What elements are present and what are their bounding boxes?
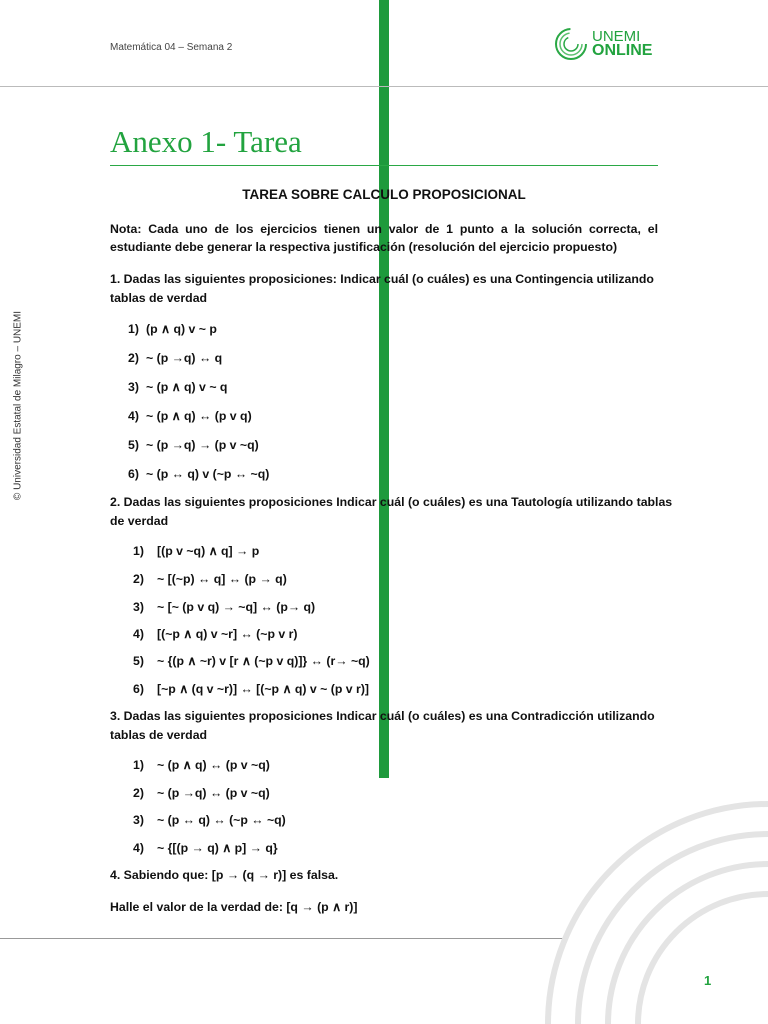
item-number: 1)	[128, 322, 139, 336]
nota-line: estudiante debe generar la respectiva justificación (resolución del ejercicio propuesto)	[110, 240, 618, 254]
item-number: 4)	[128, 409, 139, 423]
header-divider	[0, 86, 768, 87]
expression-item	[133, 653, 370, 669]
item-expression: ~ (p ∧ q) ↔ (p v q)	[146, 409, 252, 423]
section-heading: TAREA SOBRE CALCULO PROPOSICIONAL	[242, 187, 526, 202]
item-expression: ~ (p →q) ↔ q	[146, 351, 223, 365]
expression-item	[133, 626, 298, 642]
footer-divider	[0, 938, 568, 939]
item-number: 3)	[128, 380, 139, 394]
item-expression: [~p ∧ (q v ~r)] ↔ [(~p ∧ q) v ~ (p v r)]	[157, 682, 370, 696]
expression-item	[128, 466, 269, 482]
question-3-text: 3. Dadas las siguientes proposiciones Indicar cuál (o cuáles) es una Contradicción utilizando	[110, 709, 655, 723]
item-expression: ~ [(~p) ↔ q] ↔ (p → q)	[157, 572, 287, 586]
item-expression: ~ (p →q) → (p v ~q)	[146, 438, 259, 452]
page-number: 1	[704, 973, 712, 988]
item-number: 2)	[133, 786, 144, 800]
expression-item	[133, 571, 287, 587]
logo-swirl-icon	[553, 26, 589, 62]
side-copyright: © Universidad Estatal de Milagro – UNEMI	[12, 310, 24, 501]
question-3-text: tablas de verdad	[110, 728, 208, 742]
item-expression: ~ (p ∧ q) ↔ (p v ~q)	[157, 758, 270, 772]
item-expression: ~ [~ (p v q) → ~q] ↔ (p→ q)	[157, 600, 316, 614]
question-4-text: 4. Sabiendo que: [p → (q → r)] es falsa.	[110, 868, 339, 882]
item-number: 4)	[133, 627, 144, 641]
expression-item	[133, 757, 270, 773]
expression-item	[128, 379, 227, 395]
item-number: 1)	[133, 758, 144, 772]
item-expression: ~ {[(p → q) ∧ p] → q}	[157, 841, 278, 855]
question-4-halle: Halle el valor de la verdad de: [q → (p ∧ r)]	[110, 900, 358, 914]
question-1-text: tablas de verdad	[110, 291, 208, 305]
title-underline	[110, 165, 658, 166]
item-number: 2)	[128, 351, 139, 365]
item-expression: ~ {(p ∧ ~r) v [r ∧ (~p v q)]} ↔ (r→ ~q)	[157, 654, 370, 668]
page-title: Anexo 1- Tarea	[110, 124, 302, 159]
decorative-arcs	[500, 800, 768, 1024]
item-number: 6)	[128, 467, 139, 481]
item-number: 2)	[133, 572, 144, 586]
logo-text-online: ONLINE	[592, 42, 653, 59]
item-expression: ~ (p →q) ↔ (p v ~q)	[157, 786, 270, 800]
item-expression: [(p v ~q) ∧ q] → p	[157, 544, 260, 558]
item-expression: [(~p ∧ q) v ~r] ↔ (~p v r)	[157, 627, 298, 641]
item-number: 1)	[133, 544, 144, 558]
unemi-logo	[553, 26, 652, 62]
question-2-text: de verdad	[110, 514, 169, 528]
expression-item	[133, 599, 315, 615]
green-vertical-bar	[379, 0, 389, 778]
item-expression: ~ (p ↔ q) v (~p ↔ ~q)	[146, 467, 270, 481]
expression-item	[128, 408, 252, 424]
item-number: 3)	[133, 600, 144, 614]
expression-item	[133, 840, 278, 856]
expression-item	[128, 321, 217, 337]
item-expression: (p ∧ q) v ~ p	[146, 322, 217, 336]
question-2-text: 2. Dadas las siguientes proposiciones Indicar cuál (o cuáles) es una Tautología utilizando tablas	[110, 495, 673, 509]
item-expression: ~ (p ∧ q) v ~ q	[146, 380, 228, 394]
course-header: Matemática 04 – Semana 2	[110, 42, 233, 53]
expression-item	[128, 350, 222, 366]
item-number: 3)	[133, 813, 144, 827]
expression-item	[133, 543, 259, 559]
item-number: 6)	[133, 682, 144, 696]
expression-item	[133, 681, 369, 697]
expression-item	[128, 437, 259, 453]
item-expression: ~ (p ↔ q) ↔ (~p ↔ ~q)	[157, 813, 286, 827]
item-number: 5)	[128, 438, 139, 452]
item-number: 4)	[133, 841, 144, 855]
expression-item	[133, 785, 270, 801]
logo-text-unemi: UNEMI	[592, 28, 641, 45]
question-1-text: 1. Dadas las siguientes proposiciones: Indicar cuál (o cuáles) es una Contingencia utilizando	[110, 272, 654, 286]
expression-item	[133, 812, 286, 828]
item-number: 5)	[133, 654, 144, 668]
nota-line: Nota: Cada uno de los ejercicios tienen un valor de 1 punto a la solución correcta, el	[110, 222, 658, 236]
